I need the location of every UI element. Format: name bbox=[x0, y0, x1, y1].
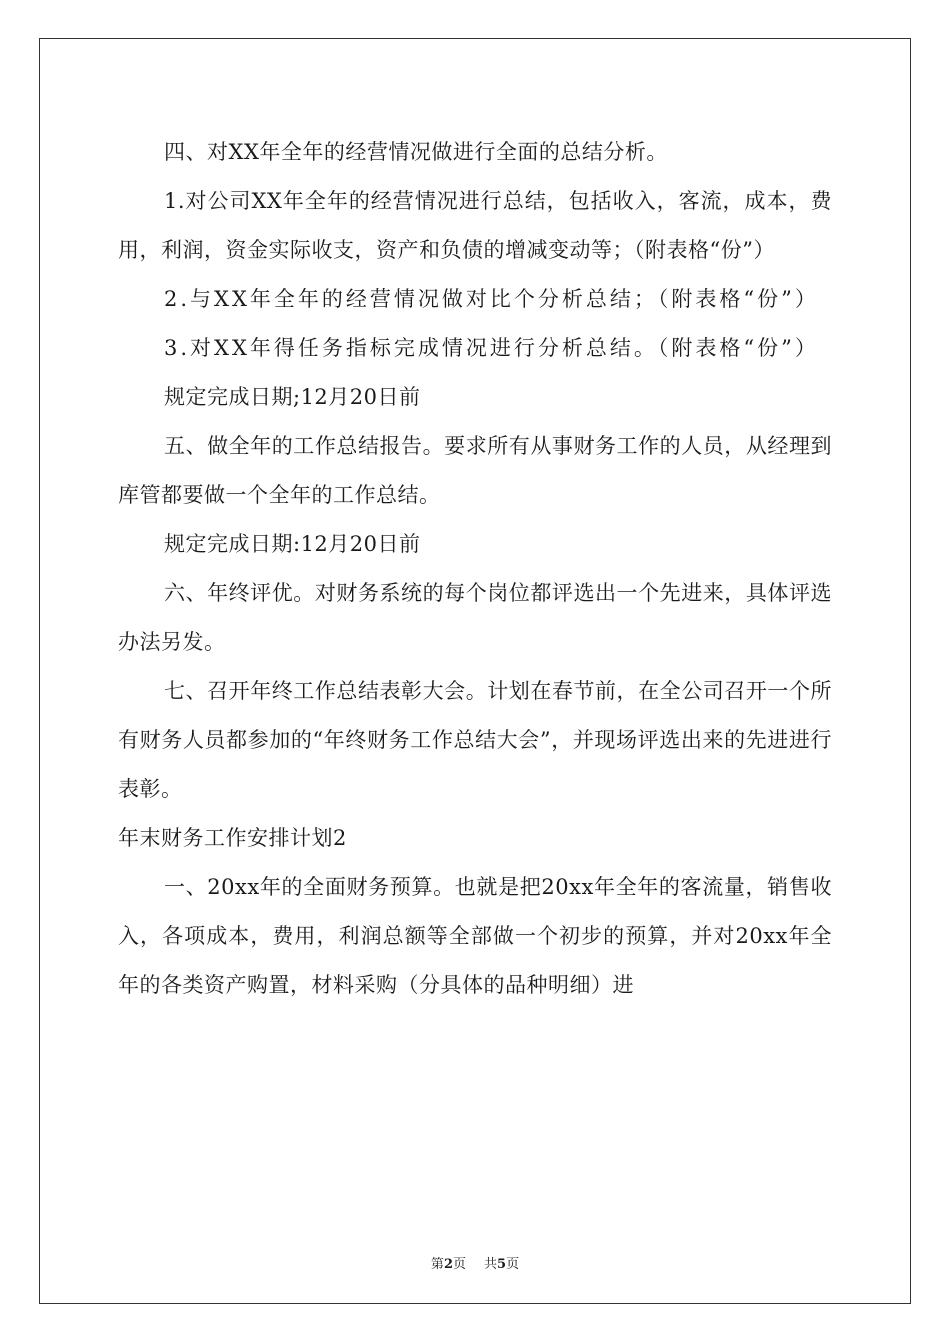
paragraph-plan-2-item-1: 一、20xx年的全面财务预算。也就是把20xx年全年的客流量，销售收入，各项成本，费用，利润总额等全部做一个初步的预算，并对20xx年全年的各类资产购置，材料采购（分具体的品种明细）进 bbox=[118, 875, 832, 997]
total-suffix: 页 bbox=[506, 1257, 520, 1272]
page-suffix: 页 bbox=[452, 1257, 466, 1272]
page-prefix: 第 bbox=[430, 1257, 444, 1272]
page-footer bbox=[0, 1253, 950, 1272]
paragraph-item-3: 3.对XX年得任务指标完成情况进行分析总结。（附表格“份”） bbox=[164, 336, 819, 360]
paragraph-deadline-2: 规定完成日期:12月20日前 bbox=[164, 532, 421, 556]
document-body bbox=[118, 128, 832, 1010]
paragraph-item-1: 1.对公司XX年全年的经营情况进行总结，包括收入，客流，成本，费用，利润，资金实际收支，资产和负债的增减变动等；（附表格“份”） bbox=[118, 189, 832, 262]
plan-2-title: 年末财务工作安排计划2 bbox=[118, 826, 347, 850]
page-number: 2 bbox=[443, 1257, 453, 1272]
paragraph-section-7: 七、召开年终工作总结表彰大会。计划在春节前，在全公司召开一个所有财务人员都参加的“年终财务工作总结大会”，并现场评选出来的先进进行表彰。 bbox=[118, 679, 832, 801]
total-pages: 5 bbox=[497, 1257, 507, 1272]
paragraph-section-4-heading: 四、对XX年全年的经营情况做进行全面的总结分析。 bbox=[164, 140, 668, 164]
paragraph-section-5: 五、做全年的工作总结报告。要求所有从事财务工作的人员，从经理到库管都要做一个全年的工作总结。 bbox=[118, 434, 832, 507]
paragraph-deadline-1: 规定完成日期;12月20日前 bbox=[164, 385, 421, 409]
paragraph-item-2: 2.与XX年全年的经营情况做对比个分析总结；（附表格“份”） bbox=[164, 287, 819, 311]
total-prefix: 共 bbox=[484, 1257, 498, 1272]
paragraph-section-6: 六、年终评优。对财务系统的每个岗位都评选出一个先进来，具体评选办法另发。 bbox=[118, 581, 832, 654]
